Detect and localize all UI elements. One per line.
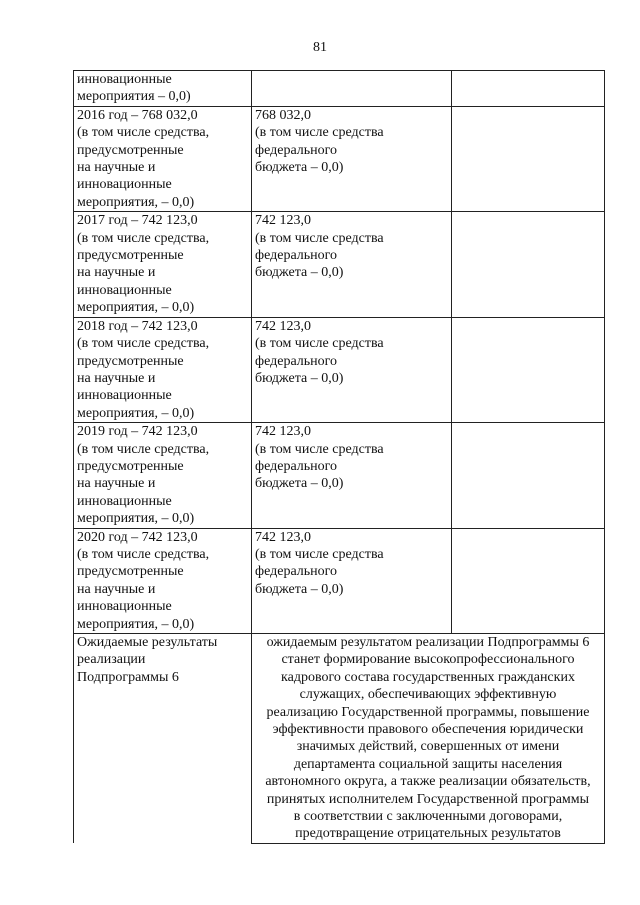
table-row: [74, 423, 605, 528]
funding-federal-cell: [252, 71, 452, 107]
funding-other-cell: [452, 423, 605, 528]
table-row: [74, 106, 605, 211]
results-row: [74, 634, 605, 844]
table-row: [74, 317, 605, 422]
page-number: 81: [313, 40, 327, 55]
funding-federal-cell: 742 123,0 (в том числе средства федерального бюджета – 0,0): [252, 212, 452, 317]
funding-federal-cell: 742 123,0 (в том числе средства федерального бюджета – 0,0): [252, 423, 452, 528]
results-label: Ожидаемые результаты реализации Подпрограммы 6: [74, 634, 252, 844]
funding-table: [73, 70, 605, 844]
funding-federal-cell: 742 123,0 (в том числе средства федерального бюджета – 0,0): [252, 528, 452, 633]
funding-total-cell: 2019 год – 742 123,0 (в том числе средства, предусмотренные на научные и инновационные мероприятия, – 0,0): [74, 423, 252, 528]
funding-other-cell: [452, 71, 605, 107]
funding-federal-cell: 742 123,0 (в том числе средства федерального бюджета – 0,0): [252, 317, 452, 422]
funding-total-cell: 2016 год – 768 032,0 (в том числе средства, предусмотренные на научные и инновационные мероприятия, – 0,0): [74, 106, 252, 211]
table-row: [74, 212, 605, 317]
funding-total-cell: 2020 год – 742 123,0 (в том числе средства, предусмотренные на научные и инновационные мероприятия, – 0,0): [74, 528, 252, 633]
funding-other-cell: [452, 528, 605, 633]
table-row: [74, 71, 605, 107]
funding-total-cell: инновационные мероприятия – 0,0): [74, 71, 252, 107]
funding-other-cell: [452, 212, 605, 317]
funding-federal-cell: 768 032,0 (в том числе средства федерального бюджета – 0,0): [252, 106, 452, 211]
funding-other-cell: [452, 106, 605, 211]
funding-other-cell: [452, 317, 605, 422]
results-text: ожидаемым результатом реализации Подпрограммы 6 станет формирование высокопрофессионального кадрового состава государственных гражданских служащих, обеспечивающих эффективную реализацию Государственной программы, повышение эффективности правового обеспечения юридически значимых действий, совершенных от имени департамента социальной защиты населения автономного округа, а также реализации обязательств, принятых исполнителем Государственной программы в соответствии с заключенными договорами, предотвращение отрицательных результатов: [252, 634, 605, 844]
funding-total-cell: 2018 год – 742 123,0 (в том числе средства, предусмотренные на научные и инновационные мероприятия, – 0,0): [74, 317, 252, 422]
table-row: [74, 528, 605, 633]
funding-total-cell: 2017 год – 742 123,0 (в том числе средства, предусмотренные на научные и инновационные мероприятия, – 0,0): [74, 212, 252, 317]
